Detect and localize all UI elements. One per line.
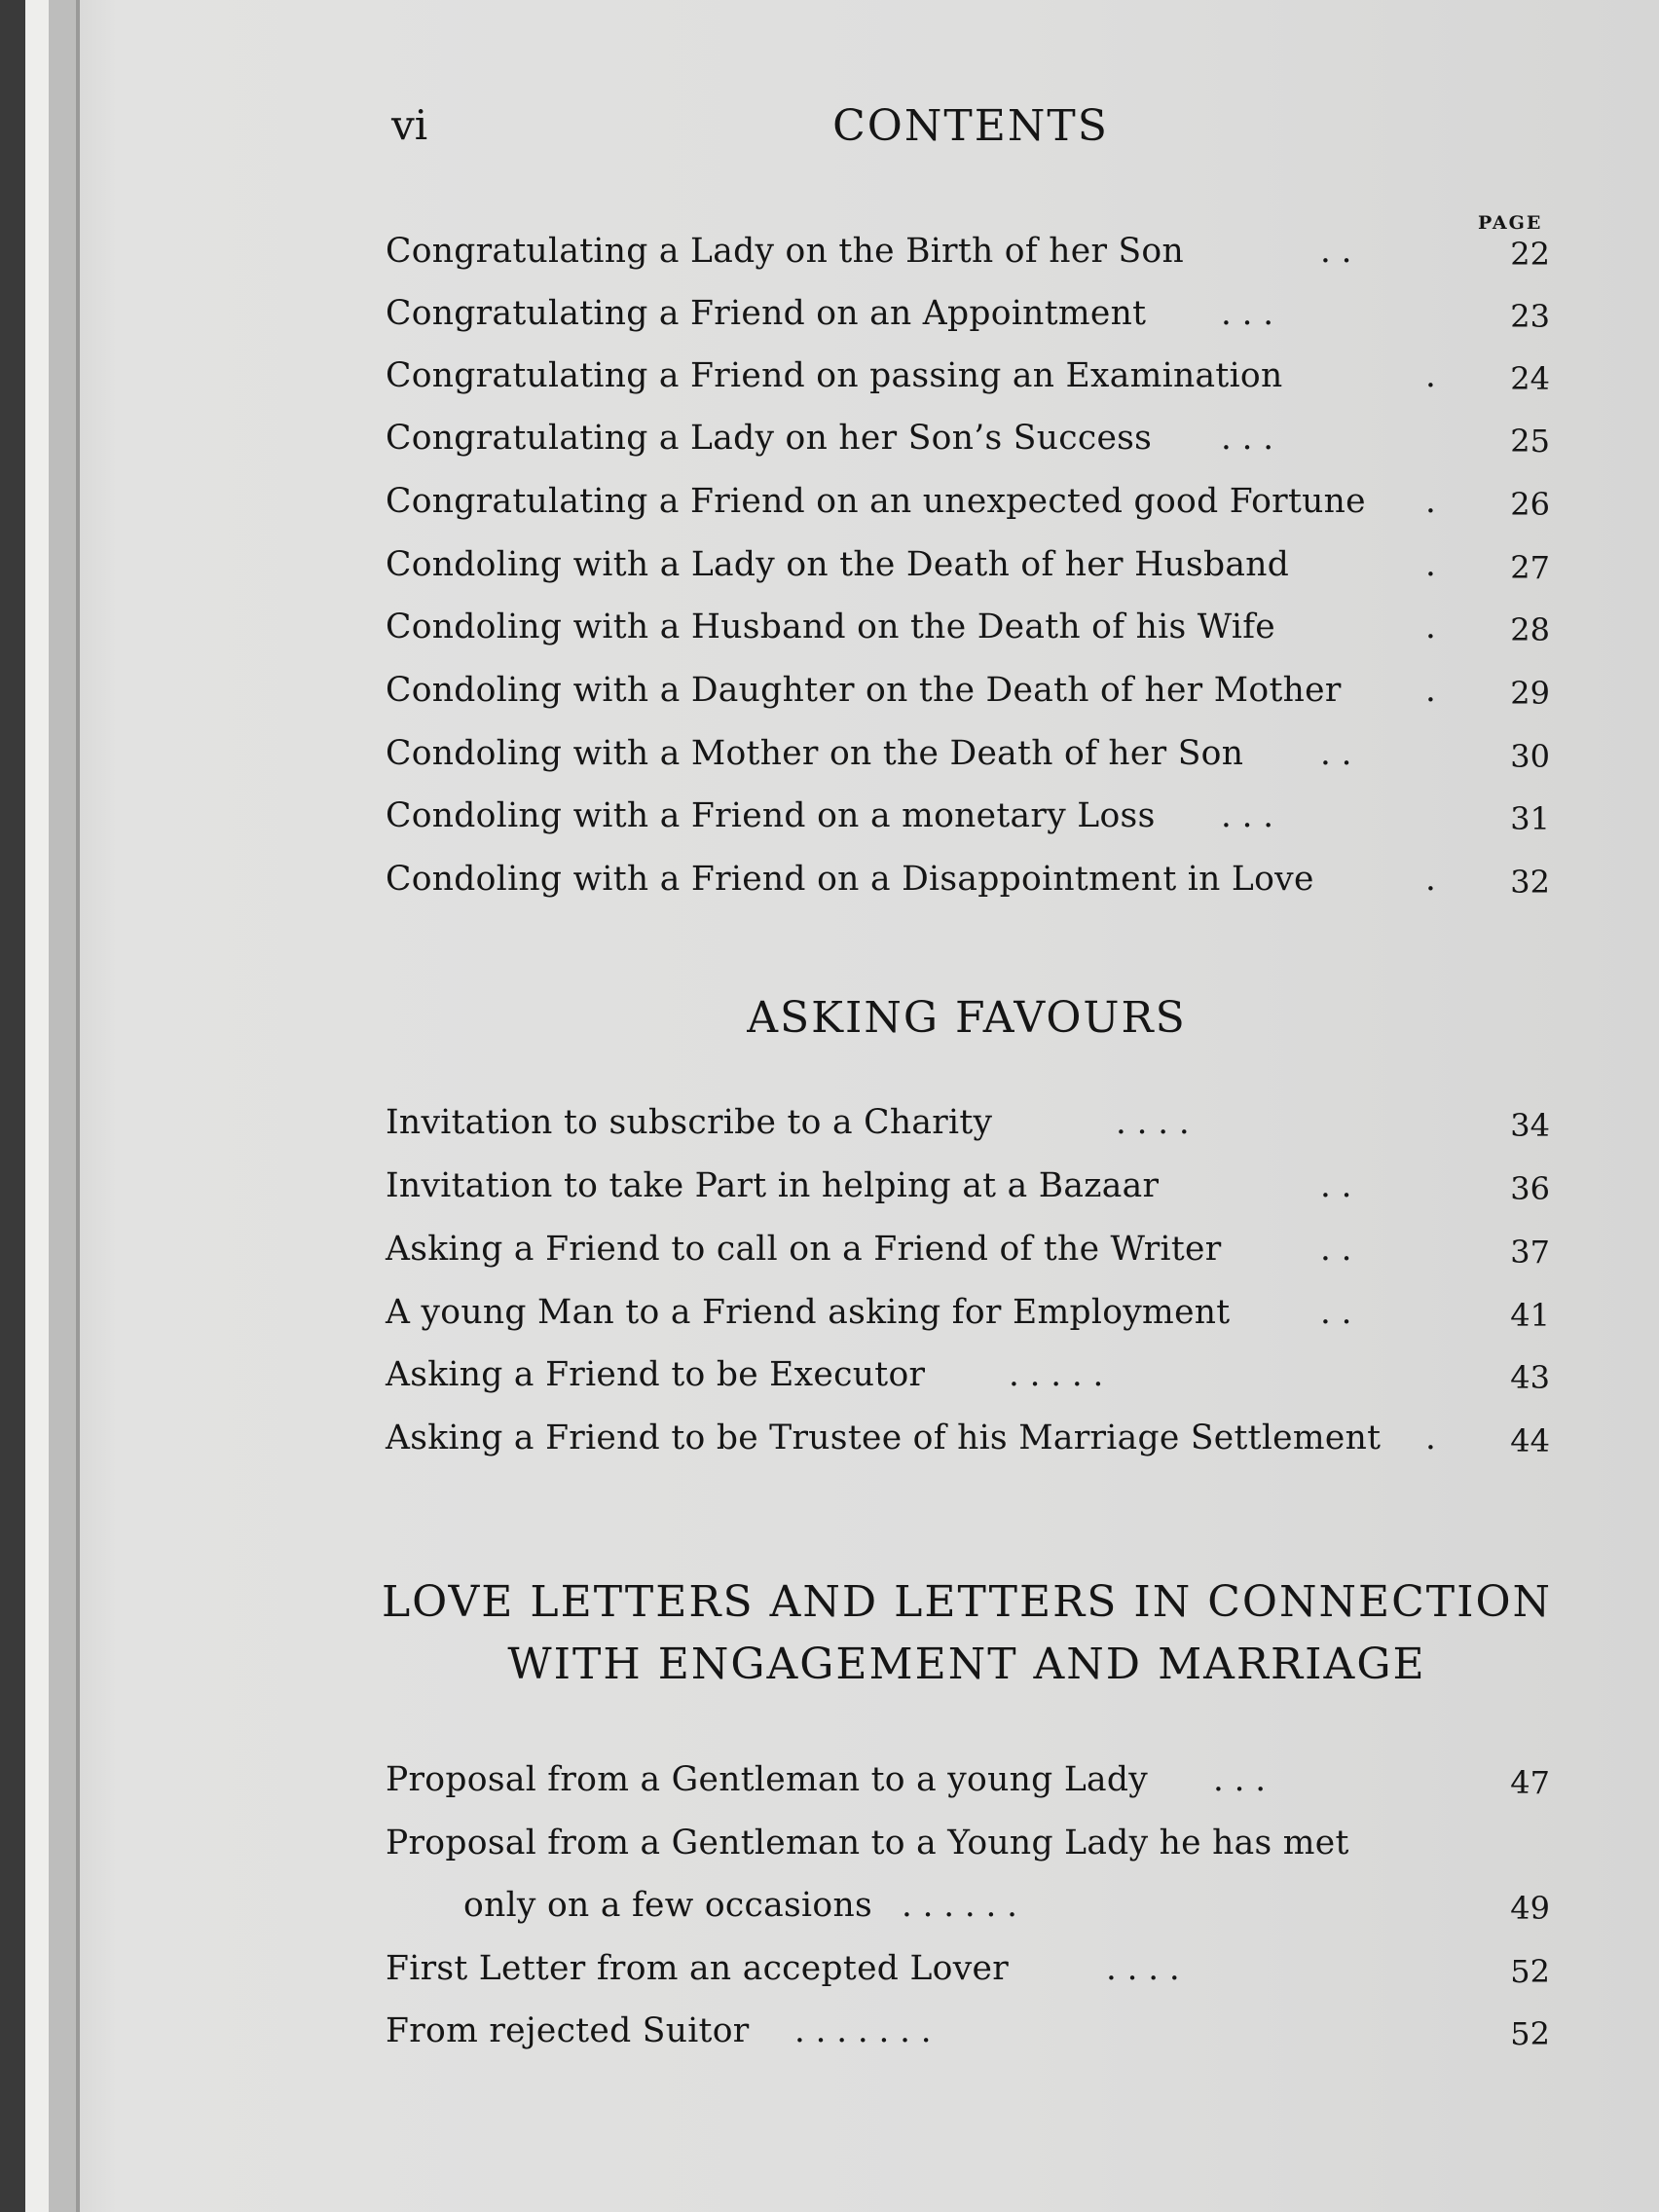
- toc-leader-dots: .: [1425, 860, 1436, 899]
- page-gutter: [49, 0, 76, 2212]
- toc-entry-continuation: [386, 1886, 1550, 1940]
- toc-entry-title: Congratulating a Lady on her Son’s Success: [386, 419, 1153, 458]
- toc-leader-dots: .: [1425, 545, 1436, 584]
- toc-entry-page: 52: [1510, 2015, 1550, 2052]
- page-folio: vi: [391, 101, 428, 149]
- toc-entry-page: 28: [1510, 611, 1550, 648]
- toc-entry: [386, 1355, 1550, 1410]
- toc-entry: [386, 545, 1550, 600]
- toc-entry-title: Congratulating a Friend on an Appointment: [386, 294, 1147, 333]
- toc-entry-title: Invitation to take Part in helping at a Bazaar: [386, 1166, 1160, 1205]
- toc-entry: [386, 419, 1550, 473]
- toc-entry: [386, 671, 1550, 725]
- toc-entry-title: Asking a Friend to be Executor: [386, 1355, 926, 1394]
- toc-entry: [386, 860, 1550, 914]
- toc-leader-dots: . . . . . .: [902, 1886, 1017, 1925]
- book-spine-shadow: [0, 0, 25, 2212]
- toc-entry: [386, 1230, 1550, 1284]
- toc-entry-page: 44: [1510, 1422, 1550, 1459]
- toc-entry-page: 32: [1510, 864, 1550, 901]
- toc-leader-dots: .: [1425, 356, 1436, 395]
- toc-leader-dots: . . . .: [1116, 1103, 1190, 1142]
- toc-entry-title: Condoling with a Lady on the Death of her Husband: [386, 545, 1290, 584]
- toc-entry-title: Asking a Friend to call on a Friend of the Writer: [386, 1230, 1222, 1269]
- toc-leader-dots: .: [1425, 1419, 1436, 1457]
- toc-leader-dots: . . .: [1221, 294, 1274, 333]
- toc-entry-title: Congratulating a Friend on an unexpected good Fortune: [386, 482, 1366, 521]
- toc-leader-dots: . . .: [1221, 796, 1274, 835]
- page-edge-highlight: [25, 0, 49, 2212]
- toc-entry: [386, 1166, 1550, 1221]
- toc-entry: [386, 1760, 1550, 1815]
- toc-entry: [386, 1949, 1550, 2004]
- section-heading-love-letters-line1: LOVE LETTERS AND LETTERS IN CONNECTION: [381, 1577, 1553, 1627]
- toc-entry: [386, 1293, 1550, 1347]
- toc-entry: [386, 294, 1550, 349]
- toc-entry-title: A young Man to a Friend asking for Employment: [386, 1293, 1231, 1332]
- toc-entry-title: First Letter from an accepted Lover: [386, 1949, 1010, 1988]
- running-title: CONTENTS: [832, 101, 1109, 151]
- toc-entry-page: 26: [1510, 486, 1550, 523]
- toc-entry-page: 49: [1510, 1890, 1550, 1927]
- toc-entry: [386, 2011, 1550, 2066]
- toc-leader-dots: . . . . .: [1009, 1355, 1104, 1394]
- toc-entry: [386, 1824, 1544, 1878]
- toc-leader-dots: . .: [1320, 1230, 1352, 1269]
- toc-entry: [386, 734, 1550, 789]
- toc-entry-page: 30: [1510, 738, 1550, 775]
- toc-entry-page: 25: [1510, 423, 1550, 460]
- toc-entry-page: 24: [1510, 360, 1550, 397]
- toc-leader-dots: . . . .: [1106, 1949, 1180, 1988]
- toc-entry-title: Condoling with a Husband on the Death of his Wife: [386, 608, 1275, 646]
- toc-entry-page: 37: [1510, 1234, 1550, 1271]
- toc-leader-dots: . .: [1320, 1293, 1352, 1332]
- toc-entry-page: 23: [1510, 298, 1550, 335]
- toc-entry-title: Condoling with a Mother on the Death of her Son: [386, 734, 1244, 773]
- toc-leader-dots: . . . . . . .: [794, 2011, 932, 2050]
- toc-entry-page: 43: [1510, 1359, 1550, 1396]
- toc-leader-dots: . . .: [1213, 1760, 1267, 1799]
- toc-leader-dots: . .: [1320, 1166, 1352, 1205]
- toc-entry-page: 27: [1510, 549, 1550, 586]
- gutter-edge: [76, 0, 80, 2212]
- toc-entry-title-continuation: only on a few occasions: [463, 1886, 872, 1925]
- toc-entry: [386, 232, 1550, 286]
- toc-entry-page: 52: [1510, 1953, 1550, 1990]
- toc-entry-page: 31: [1510, 800, 1550, 837]
- toc-entry: [386, 1103, 1550, 1158]
- toc-entry: [386, 608, 1550, 662]
- toc-leader-dots: . . .: [1221, 419, 1274, 458]
- toc-entry-page: 22: [1510, 236, 1550, 273]
- section-heading-love-letters-line2: WITH ENGAGEMENT AND MARRIAGE: [507, 1640, 1426, 1689]
- toc-entry-title: Condoling with a Friend on a Disappointment in Love: [386, 860, 1314, 899]
- toc-leader-dots: .: [1425, 482, 1436, 521]
- toc-entry: [386, 356, 1550, 411]
- toc-entry-title: Proposal from a Gentleman to a young Lady: [386, 1760, 1149, 1799]
- toc-entry: [386, 1419, 1550, 1473]
- section-heading-asking-favours: ASKING FAVOURS: [747, 993, 1187, 1043]
- toc-entry-title: Invitation to subscribe to a Charity: [386, 1103, 993, 1142]
- toc-entry-title: Congratulating a Friend on passing an Examination: [386, 356, 1283, 395]
- toc-leader-dots: .: [1425, 671, 1436, 710]
- toc-entry-page: 29: [1510, 675, 1550, 712]
- page-column-label: PAGE: [1478, 212, 1543, 234]
- toc-leader-dots: . .: [1320, 734, 1352, 773]
- toc-entry: [386, 482, 1550, 536]
- toc-entry-page: 41: [1510, 1297, 1550, 1334]
- toc-entry-title: Proposal from a Gentleman to a Young Lady he has met: [386, 1824, 1349, 1862]
- toc-leader-dots: . .: [1320, 232, 1352, 271]
- toc-entry-page: 47: [1510, 1764, 1550, 1801]
- toc-entry-title: Congratulating a Lady on the Birth of her Son: [386, 232, 1185, 271]
- toc-entry-title: Condoling with a Daughter on the Death of her Mother: [386, 671, 1342, 710]
- toc-leader-dots: .: [1425, 608, 1436, 646]
- toc-entry-title: Asking a Friend to be Trustee of his Marriage Settlement: [386, 1419, 1382, 1457]
- toc-entry-title: From rejected Suitor: [386, 2011, 750, 2050]
- toc-entry-page: 36: [1510, 1170, 1550, 1207]
- toc-entry: [386, 796, 1550, 851]
- toc-entry-title: Condoling with a Friend on a monetary Loss: [386, 796, 1156, 835]
- toc-entry-page: 34: [1510, 1107, 1550, 1144]
